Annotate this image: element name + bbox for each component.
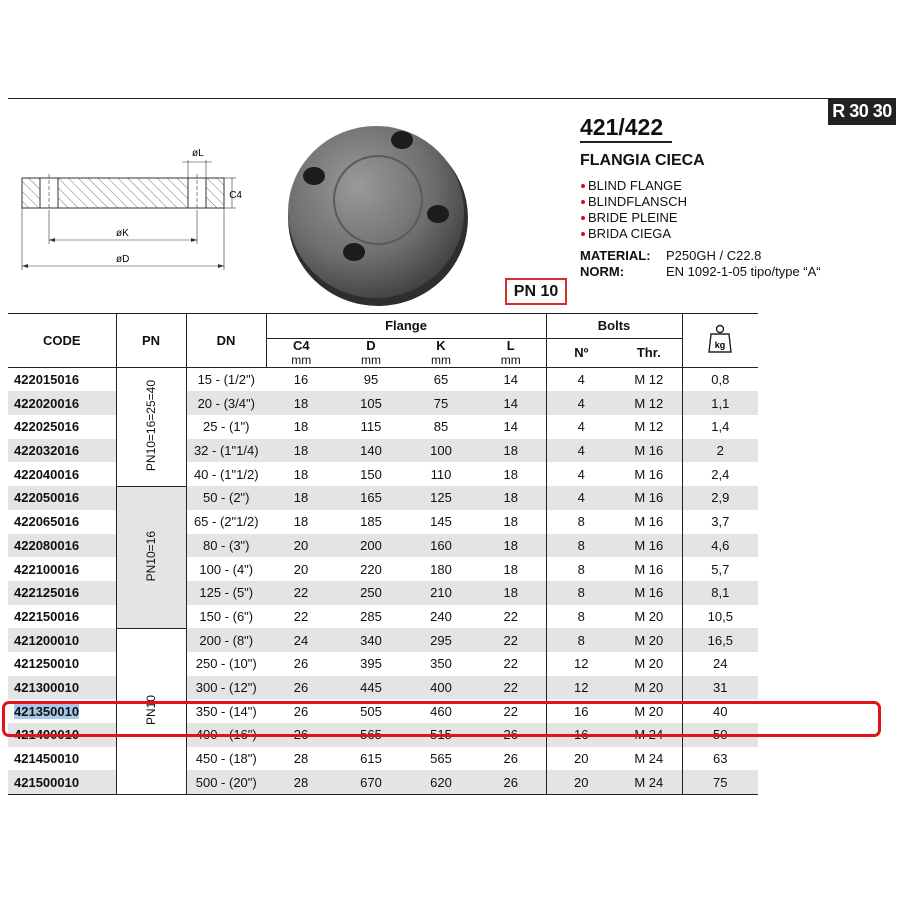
pn-group-cell: [116, 367, 186, 486]
product-code-title: 421/422: [580, 114, 664, 140]
cell-l: 26: [476, 770, 546, 794]
cell-kg: 0,8: [682, 367, 758, 391]
cell-thr: M 12: [634, 419, 664, 435]
cell-d: 115: [360, 419, 382, 435]
cell-c4: 18: [266, 439, 336, 463]
row-code-text: 422100016: [14, 561, 80, 577]
row-code-text: 421200010: [14, 632, 80, 648]
cell-n: 8: [546, 605, 616, 629]
material-label: MATERIAL:: [580, 248, 651, 263]
col-c4-unit: mm: [291, 352, 312, 367]
col-dn: DN: [186, 314, 266, 368]
translation-french: BRIDE PLEINE: [580, 210, 687, 226]
dim-l-label: øL: [192, 148, 204, 159]
row-code[interactable]: [8, 534, 116, 558]
cell-c4: 26: [293, 656, 309, 672]
cell-dn: 250 - (10"): [186, 652, 266, 676]
cell-kg: 5,7: [682, 557, 758, 581]
cell-thr: M 24: [616, 723, 682, 747]
cell-n: 4: [546, 367, 616, 391]
cell-k: 125: [406, 486, 476, 510]
cell-d: 250: [336, 581, 406, 605]
cell-kg: 75: [682, 770, 758, 794]
cell-d: 505: [360, 703, 382, 719]
cell-k: 210: [406, 581, 476, 605]
row-code[interactable]: [8, 415, 116, 439]
header-rule: [8, 98, 828, 99]
cell-dn: 15 - (1/2"): [186, 367, 266, 391]
table-row[interactable]: [8, 486, 758, 510]
cell-d: 285: [360, 608, 382, 624]
cell-d: 615: [360, 751, 382, 767]
cell-k: 400: [406, 676, 476, 700]
pn-group-label: PN10=16: [144, 530, 158, 581]
cell-k: 350: [430, 656, 452, 672]
dim-c4-label: C4: [229, 190, 242, 201]
row-code[interactable]: [8, 391, 116, 415]
cell-n: 12: [546, 676, 616, 700]
cell-l: 14: [503, 419, 518, 435]
row-code-text: 422125016: [14, 585, 80, 601]
cell-k: 515: [406, 723, 476, 747]
cell-n: 16: [546, 699, 616, 723]
cell-thr: M 20: [616, 628, 682, 652]
col-k-unit: mm: [431, 352, 451, 367]
pn-group-label: PN10=16=25=40: [144, 379, 158, 471]
cell-c4: 24: [266, 628, 336, 652]
cell-l: 22: [476, 628, 546, 652]
cell-k: 160: [406, 534, 476, 558]
cell-n: 12: [546, 652, 616, 676]
cell-c4: 20: [293, 561, 309, 577]
row-code[interactable]: [8, 557, 116, 581]
cell-n: 4: [546, 391, 616, 415]
cell-l: 22: [503, 656, 518, 672]
cell-k: 240: [430, 608, 452, 624]
weight-unit-label: kg: [715, 339, 726, 350]
col-weight: [682, 314, 758, 368]
cell-thr: M 16: [616, 486, 682, 510]
cell-kg: 4,6: [682, 534, 758, 558]
cell-c4: 22: [293, 608, 309, 624]
cell-kg: 63: [682, 747, 758, 771]
row-code-text: 422015016: [14, 372, 80, 388]
pn-badge: PN 10: [505, 278, 567, 305]
cell-c4: 26: [266, 676, 336, 700]
cell-l: 18: [503, 514, 518, 530]
cell-l: 18: [476, 486, 546, 510]
cell-kg: 10,5: [682, 605, 758, 629]
row-code-text: 422050016: [14, 490, 80, 506]
cell-dn: 32 - (1"1/4): [186, 439, 266, 463]
row-code-text: 421300010: [14, 679, 80, 695]
translation-spanish: BRIDA CIEGA: [580, 226, 687, 242]
cell-kg: 1,4: [682, 415, 758, 439]
cell-n: 8: [546, 557, 616, 581]
col-thread: Thr.: [616, 338, 682, 367]
cell-thr: M 16: [616, 439, 682, 463]
table-row[interactable]: [8, 367, 758, 391]
row-code-text: 421250010: [14, 656, 80, 672]
cell-thr: M 16: [634, 466, 664, 482]
cell-dn: 125 - (5"): [186, 581, 266, 605]
cell-n: 4: [546, 415, 616, 439]
cell-k: 180: [430, 561, 452, 577]
cell-thr: M 20: [616, 676, 682, 700]
row-code-text: 422032016: [14, 443, 80, 459]
cell-dn: 200 - (8"): [186, 628, 266, 652]
cell-kg: 2: [682, 439, 758, 463]
col-l-unit: mm: [500, 352, 521, 367]
cell-kg: 40: [682, 699, 758, 723]
col-l: [476, 338, 546, 367]
cell-c4: 28: [266, 770, 336, 794]
catalog-badge: R 30 30: [828, 98, 896, 125]
dim-k-label: øK: [116, 228, 129, 239]
row-code-text: 421350010: [14, 703, 80, 719]
col-d: [336, 338, 406, 367]
cell-d: 150: [360, 466, 382, 482]
norm-value: EN 1092-1-05 tipo/type “A“: [666, 264, 821, 279]
cell-kg: 16,5: [682, 628, 758, 652]
cell-c4: 22: [266, 581, 336, 605]
cell-c4: 18: [293, 466, 309, 482]
col-l-label: L: [506, 337, 515, 353]
cell-n: 8: [546, 534, 616, 558]
cell-n: 8: [546, 628, 616, 652]
cell-d: 670: [336, 770, 406, 794]
cell-k: 295: [406, 628, 476, 652]
cell-d: 200: [336, 534, 406, 558]
cell-d: 95: [363, 372, 379, 388]
cell-l: 18: [476, 439, 546, 463]
col-k-label: K: [436, 337, 446, 353]
col-k: [406, 338, 476, 367]
cell-c4: 20: [266, 534, 336, 558]
cell-n: 20: [546, 747, 616, 771]
pn-group-cell: [116, 486, 186, 628]
translation-english: BLIND FLANGE: [580, 178, 687, 194]
cell-dn: 80 - (3"): [186, 534, 266, 558]
cell-thr: M 20: [634, 608, 664, 624]
cell-c4: 18: [266, 391, 336, 415]
cell-d: 185: [360, 514, 382, 530]
row-code[interactable]: [8, 462, 116, 486]
cell-d: 565: [336, 723, 406, 747]
cell-c4: 16: [293, 372, 309, 388]
cell-dn: 400 - (16"): [186, 723, 266, 747]
cell-c4: 18: [293, 514, 309, 530]
col-bolt-count: Nº: [546, 338, 616, 367]
cell-k: 145: [430, 514, 452, 530]
cell-d: 220: [360, 561, 382, 577]
cell-dn: 500 - (20"): [186, 770, 266, 794]
weight-kg-icon: [707, 324, 733, 354]
cell-k: 620: [406, 770, 476, 794]
row-code[interactable]: [8, 770, 116, 794]
row-code-text: 422065016: [14, 514, 80, 530]
cell-dn: 300 - (12"): [186, 676, 266, 700]
cell-l: 22: [476, 676, 546, 700]
col-d-label: D: [366, 337, 376, 353]
cell-n: 8: [546, 510, 616, 534]
row-code-text: 421400010: [14, 727, 80, 743]
cell-l: 26: [476, 723, 546, 747]
row-code[interactable]: [8, 605, 116, 629]
cell-c4: 28: [293, 751, 309, 767]
cell-l: 14: [476, 391, 546, 415]
cell-n: 20: [546, 770, 616, 794]
material-value: P250GH / C22.8: [666, 248, 762, 263]
row-code[interactable]: [8, 439, 116, 463]
row-code[interactable]: [8, 747, 116, 771]
cell-kg: 50: [682, 723, 758, 747]
cell-c4: 26: [293, 703, 309, 719]
translation-german: BLINDFLANSCH: [580, 194, 687, 210]
cell-d: 140: [336, 439, 406, 463]
cell-k: 75: [406, 391, 476, 415]
row-code[interactable]: [8, 676, 116, 700]
cell-thr: M 20: [634, 656, 664, 672]
cell-n: 4: [546, 439, 616, 463]
cell-k: 565: [430, 751, 452, 767]
row-code[interactable]: [8, 652, 116, 676]
cell-kg: 8,1: [682, 581, 758, 605]
product-translations: [580, 178, 687, 242]
cell-dn: 20 - (3/4"): [186, 391, 266, 415]
cell-dn: 100 - (4"): [186, 557, 266, 581]
title-underline: [580, 141, 672, 143]
cell-d: 445: [336, 676, 406, 700]
cell-thr: M 12: [616, 391, 682, 415]
cell-kg: 31: [682, 676, 758, 700]
cell-dn: 50 - (2"): [186, 486, 266, 510]
pn-group-label: PN10: [144, 694, 158, 725]
row-code[interactable]: [8, 367, 116, 391]
cell-thr: M 16: [616, 581, 682, 605]
cell-thr: M 16: [616, 534, 682, 558]
cell-dn: 40 - (1"1/2): [186, 462, 266, 486]
row-code[interactable]: [8, 486, 116, 510]
cell-dn: 450 - (18"): [186, 747, 266, 771]
cell-k: 100: [406, 439, 476, 463]
cell-l: 18: [476, 534, 546, 558]
cell-d: 340: [336, 628, 406, 652]
cell-n: 8: [546, 581, 616, 605]
highlighted-row-frame: [2, 701, 881, 737]
cell-c4: 26: [266, 723, 336, 747]
cell-dn: 65 - (2"1/2): [186, 510, 266, 534]
cell-kg: 24: [682, 652, 758, 676]
cell-c4: 18: [266, 486, 336, 510]
cell-c4: 18: [293, 419, 309, 435]
row-code-text: 422020016: [14, 395, 80, 411]
col-code: CODE: [8, 314, 116, 368]
cell-kg: 2,9: [682, 486, 758, 510]
cell-thr: M 12: [634, 372, 664, 388]
row-code[interactable]: [8, 510, 116, 534]
cell-l: 18: [476, 581, 546, 605]
cell-l: 18: [503, 561, 518, 577]
cell-l: 22: [503, 703, 518, 719]
cell-n: 16: [546, 723, 616, 747]
col-group-flange: Flange: [266, 314, 546, 339]
cell-d: 105: [336, 391, 406, 415]
dim-d-label: øD: [116, 254, 130, 265]
flange-section-drawing: [10, 140, 240, 280]
col-c4-label: C4: [292, 337, 310, 353]
cell-kg: 2,4: [682, 462, 758, 486]
cell-l: 22: [503, 608, 518, 624]
cell-k: 65: [433, 372, 449, 388]
cell-dn: 25 - (1"): [186, 415, 266, 439]
row-code[interactable]: [8, 628, 116, 652]
cell-dn: 150 - (6"): [186, 605, 266, 629]
row-code-text: 422040016: [14, 466, 80, 482]
norm-label: NORM:: [580, 264, 625, 279]
cell-kg: 1,1: [682, 391, 758, 415]
cell-thr: M 20: [634, 703, 664, 719]
cell-k: 85: [433, 419, 449, 435]
cell-n: 4: [546, 486, 616, 510]
cell-l: 26: [503, 751, 518, 767]
cell-n: 4: [546, 462, 616, 486]
product-name-italian: FLANGIA CIECA: [580, 152, 705, 169]
cell-thr: M 24: [634, 751, 664, 767]
row-code-text: 421500010: [14, 774, 80, 790]
cell-d: 165: [336, 486, 406, 510]
cell-kg: 3,7: [682, 510, 758, 534]
cell-dn: 350 - (14"): [186, 699, 266, 723]
cell-l: 18: [503, 466, 518, 482]
cell-thr: M 16: [634, 514, 664, 530]
cell-l: 14: [503, 372, 518, 388]
col-pn: PN: [116, 314, 186, 368]
col-group-bolts: Bolts: [546, 314, 682, 339]
row-code-text: 422080016: [14, 537, 80, 553]
cell-d: 395: [360, 656, 382, 672]
cell-k: 460: [430, 703, 452, 719]
row-code[interactable]: [8, 581, 116, 605]
col-c4: [266, 338, 336, 367]
cell-k: 110: [430, 466, 452, 482]
cell-thr: M 24: [616, 770, 682, 794]
col-d-unit: mm: [361, 352, 381, 367]
blind-flange-photo: [282, 118, 472, 308]
row-code-text: 422025016: [14, 419, 80, 435]
row-code-text: 422150016: [14, 608, 80, 624]
table-row[interactable]: [8, 628, 758, 652]
cell-thr: M 16: [634, 561, 664, 577]
row-code-text: 421450010: [14, 751, 80, 767]
